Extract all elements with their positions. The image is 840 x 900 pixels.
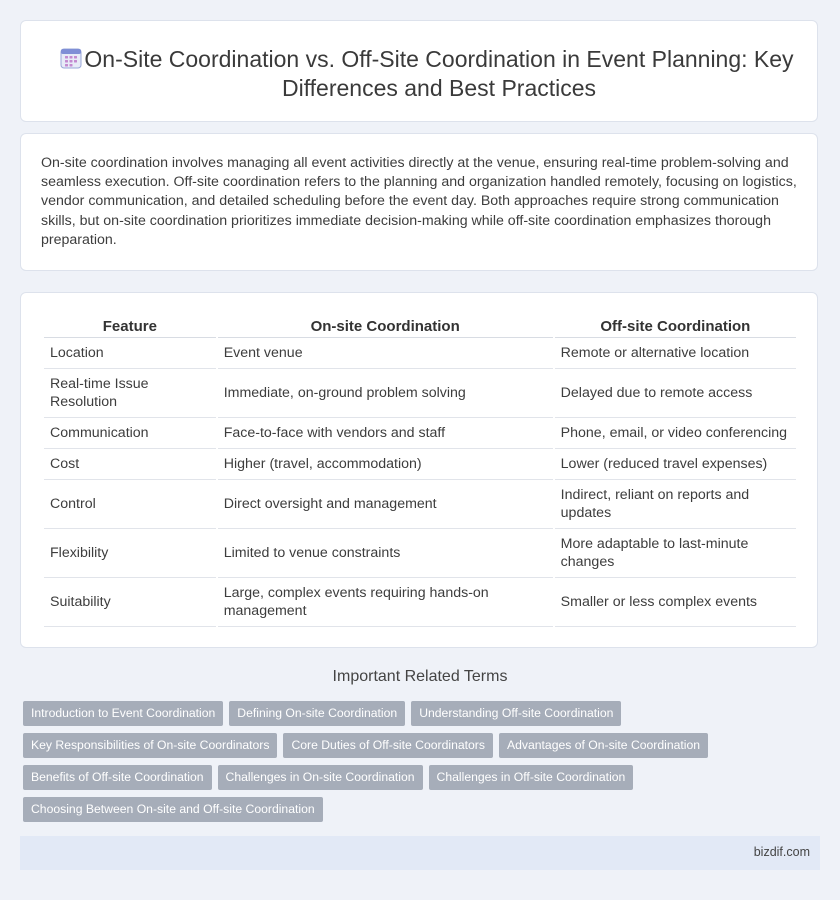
related-term-tag[interactable]: Challenges in On-site Coordination: [218, 765, 423, 790]
table-cell: Higher (travel, accommodation): [218, 449, 553, 480]
comparison-table: [42, 317, 798, 627]
table-cell: Phone, email, or video conferencing: [555, 418, 796, 449]
table-header-onsite: On-site Coordination: [218, 317, 553, 338]
table-row: [44, 529, 796, 578]
related-term-tag[interactable]: Challenges in Off-site Coordination: [429, 765, 634, 790]
table-cell: Lower (reduced travel expenses): [555, 449, 796, 480]
table-cell: Direct oversight and management: [218, 480, 553, 529]
table-cell: Location: [44, 338, 216, 369]
related-terms-heading: Important Related Terms: [332, 668, 508, 685]
table-cell: Event venue: [218, 338, 553, 369]
table-row: [44, 338, 796, 369]
related-terms-list: [23, 701, 813, 829]
table-cell: Face-to-face with vendors and staff: [218, 418, 553, 449]
table-header-row: [44, 317, 796, 338]
intro-paragraph: On-site coordination involves managing all event activities directly at the venue, ensuring real-time problem-solving and seamless execution. Off-site coordination refers to the planning and organization handled remotely, focusing on logistics, vendor communication, and detailed scheduling before the event day. Both approaches require strong communication skills, but on-site coordination prioritizes immediate decision-making while off-site coordination emphasizes thorough preparation.: [41, 155, 797, 248]
table-header-feature: Feature: [44, 317, 216, 338]
related-term-tag[interactable]: Core Duties of Off-site Coordinators: [283, 733, 493, 758]
table-row: [44, 578, 796, 627]
intro-card: [20, 133, 818, 271]
related-term-tag[interactable]: Benefits of Off-site Coordination: [23, 765, 212, 790]
related-term-tag[interactable]: Choosing Between On-site and Off-site Coordination: [23, 797, 323, 822]
table-cell: Real-time Issue Resolution: [44, 369, 216, 418]
table-row: [44, 418, 796, 449]
table-row: [44, 369, 796, 418]
comparison-table-card: [20, 292, 818, 648]
table-cell: Control: [44, 480, 216, 529]
related-term-tag[interactable]: Defining On-site Coordination: [229, 701, 405, 726]
table-cell: Cost: [44, 449, 216, 480]
table-header-offsite: Off-site Coordination: [555, 317, 796, 338]
related-term-tag[interactable]: Key Responsibilities of On-site Coordinators: [23, 733, 277, 758]
table-cell: Indirect, reliant on reports and updates: [555, 480, 796, 529]
table-cell: Smaller or less complex events: [555, 578, 796, 627]
table-cell: Delayed due to remote access: [555, 369, 796, 418]
table-row: [44, 480, 796, 529]
title-card: [20, 20, 818, 122]
related-term-tag[interactable]: Understanding Off-site Coordination: [411, 701, 621, 726]
table-cell: More adaptable to last-minute changes: [555, 529, 796, 578]
table-row: [44, 449, 796, 480]
table-cell: Immediate, on-ground problem solving: [218, 369, 553, 418]
related-term-tag[interactable]: Advantages of On-site Coordination: [499, 733, 708, 758]
related-term-tag[interactable]: Introduction to Event Coordination: [23, 701, 223, 726]
table-cell: Large, complex events requiring hands-on management: [218, 578, 553, 627]
footer: [20, 836, 820, 870]
page-title: On-Site Coordination vs. Off-Site Coordination in Event Planning: Key Differences and Best Practices: [84, 46, 794, 101]
table-cell: Communication: [44, 418, 216, 449]
footer-site-link[interactable]: bizdif.com: [753, 845, 810, 859]
table-cell: Limited to venue constraints: [218, 529, 553, 578]
table-cell: Flexibility: [44, 529, 216, 578]
table-cell: Suitability: [44, 578, 216, 627]
table-cell: Remote or alternative location: [555, 338, 796, 369]
